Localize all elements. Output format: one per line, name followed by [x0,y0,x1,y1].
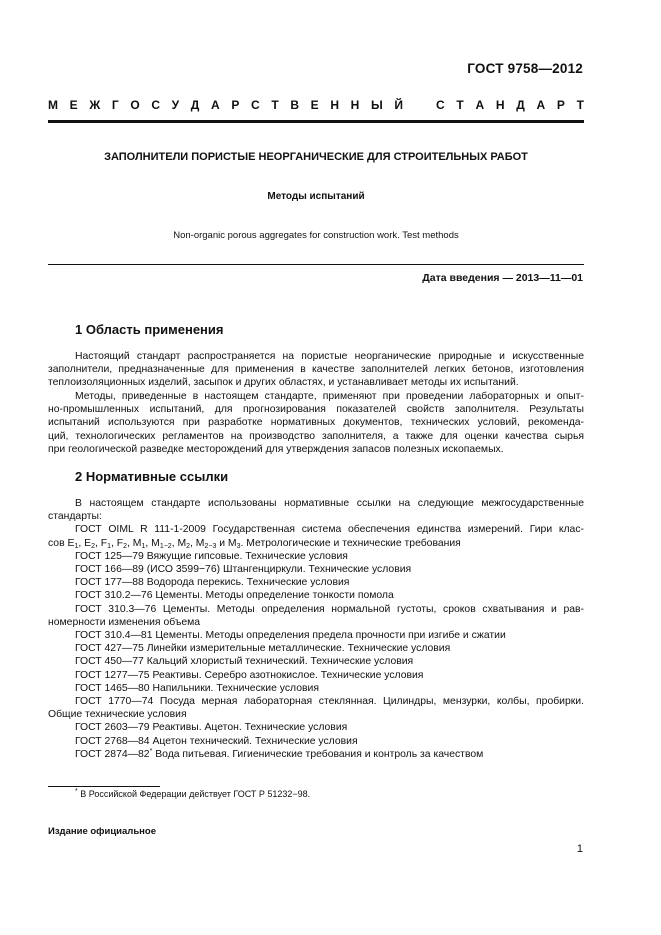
banner-letter: Е [310,98,319,112]
banner-word-interstate [48,98,403,112]
section-2-heading: 2 Нормативные ссылки [75,469,229,484]
banner-letter: Р [556,98,565,112]
introduction-date: Дата введения — 2013—11—01 [422,272,583,284]
text-line: Настоящий стандарт распространяется на пористые неорганические природные и искусственные [75,351,584,362]
banner-letter: О [130,98,140,112]
section-1-paragraph-1 [48,350,584,390]
reference-item-2874: ГОСТ 2874—82* Вода питьевая. Гигиенические требования и контроль за качеством [75,747,484,760]
reference-item: ГОСТ 427—75 Линейки измерительные металлические. Технические условия [75,643,451,655]
section-1-paragraph-2 [48,390,584,456]
title-divider [48,264,584,265]
reference-item: ГОСТ 1277—75 Реактивы. Серебро азотнокислое. Технические условия [75,669,424,681]
document-subtitle: Методы испытаний [267,191,365,202]
reference-item-continued: Общие технические условия [48,709,187,721]
interstate-standard-banner [48,98,584,112]
document-title: ЗАПОЛНИТЕЛИ ПОРИСТЫЕ НЕОРГАНИЧЕСКИЕ ДЛЯ СТРОИТЕЛЬНЫХ РАБОТ [104,151,528,163]
footnote-rule [48,786,160,787]
gost-number: ГОСТ 9758—2012 [467,61,583,76]
text-line: при геологической разведке месторождений для утверждения запасов полезных ископаемых. [48,443,504,455]
reference-item-continued: номерности изменения объема [48,616,201,628]
banner-word-standard [436,98,584,112]
reference-item: ГОСТ 310.2—76 Цементы. Методы определение тонкости помола [75,590,394,602]
reference-item: ГОСТ 2603—79 Реактивы. Ацетон. Технические условия [75,722,348,734]
reference-oiml-classes: сов $E_1$, $E_2$, $F_1$, $F_2$, $M_1$, $M_{1-2}$, $M_2$, $M_{2-3}$ и $M_3$. Метрологические и технические требования [48,537,461,550]
footnote: * В Российской Федерации действует ГОСТ Р 51232−98. [75,788,311,799]
text-line: В настоящем стандарте использованы нормативные ссылки на следующие межгосударственные [75,498,584,509]
reference-item: ГОСТ 310.3—76 Цементы. Методы определения нормальной густоты, сроков схватывания и рав- [75,603,584,615]
reference-item: ГОСТ 125—79 Вяжущие гипсовые. Технические условия [75,550,348,562]
banner-letter: Н [330,98,339,112]
text-line: испытаний используются при разработке нормативных документов, технических условий, рекоменда- [48,417,584,429]
document-english-title: Non-organic porous aggregates for construction work. Test methods [173,230,459,241]
banner-letter: Т [576,98,584,112]
reference-item: ГОСТ 1770—74 Посуда мерная лабораторная стеклянная. Цилиндры, мензурки, колбы, пробирки. [75,696,584,708]
banner-letter: Ж [89,98,101,112]
section-2-references [48,497,584,761]
banner-letter: С [436,98,445,112]
edition-label: Издание официальное [48,826,156,837]
text-line: ций, технологических регламентов на производство заполнителя, а также для оценки качества сырья [48,430,584,442]
reference-item: ГОСТ 310.4—81 Цементы. Методы определения предела прочности при изгибе и сжатии [75,630,506,642]
reference-item: ГОСТ 1465—80 Напильники. Технические условия [75,682,319,694]
banner-letter: Д [190,98,200,112]
banner-letter: Н [350,98,360,112]
banner-letter: Й [394,98,403,112]
banner-letter: С [250,98,260,112]
banner-letter: Т [271,98,279,112]
reference-item: ГОСТ 2768—84 Ацетон технический. Технические условия [75,735,358,747]
banner-letter: Р [231,98,240,112]
text-line: теплоизоляционных изделий, засыпок и других областях, и устанавливает методы их испытаний. [48,377,519,389]
banner-letter: Н [495,98,505,112]
text-line: заполнители, предназначенные для применения в качестве заполнителей легких бетонов, изготовления [48,364,584,376]
banner-letter: С [151,98,160,112]
banner-letter: Е [69,98,78,112]
banner-letter: Ы [370,98,383,112]
banner-letter: Г [111,98,119,112]
banner-letter: А [475,98,485,112]
footnote-marker: * [149,747,153,755]
reference-item: ГОСТ 450—77 Кальций хлористый технический. Технические условия [75,656,414,668]
text-line: но-промышленных испытаний, для прогнозирования показателей свойств заполнителя. Результаты [48,404,584,416]
page-number: 1 [576,843,583,855]
section-1-heading: 1 Область применения [75,322,224,337]
banner-letter: В [290,98,299,112]
reference-item: ГОСТ 177—88 Водорода перекись. Технические условия [75,577,350,589]
text-line: Методы, приведенные в настоящем стандарте, применяют при проведении лабораторных и опыт- [75,391,584,402]
banner-letter: А [210,98,220,112]
text-line: стандарты: [48,511,102,523]
reference-oiml: ГОСТ OIML R 111-1-2009 Государственная система обеспечения единства измерений. Гири клас- [75,524,584,536]
banner-letter: У [171,98,180,112]
banner-letter: Т [456,98,464,112]
header-thick-rule [48,120,584,123]
banner-letter: А [536,98,546,112]
reference-item: ГОСТ 166—89 (ИСО 3599−76) Штангенциркули. Технические условия [75,564,412,576]
banner-letter: М [48,98,58,112]
banner-letter: Д [516,98,525,112]
